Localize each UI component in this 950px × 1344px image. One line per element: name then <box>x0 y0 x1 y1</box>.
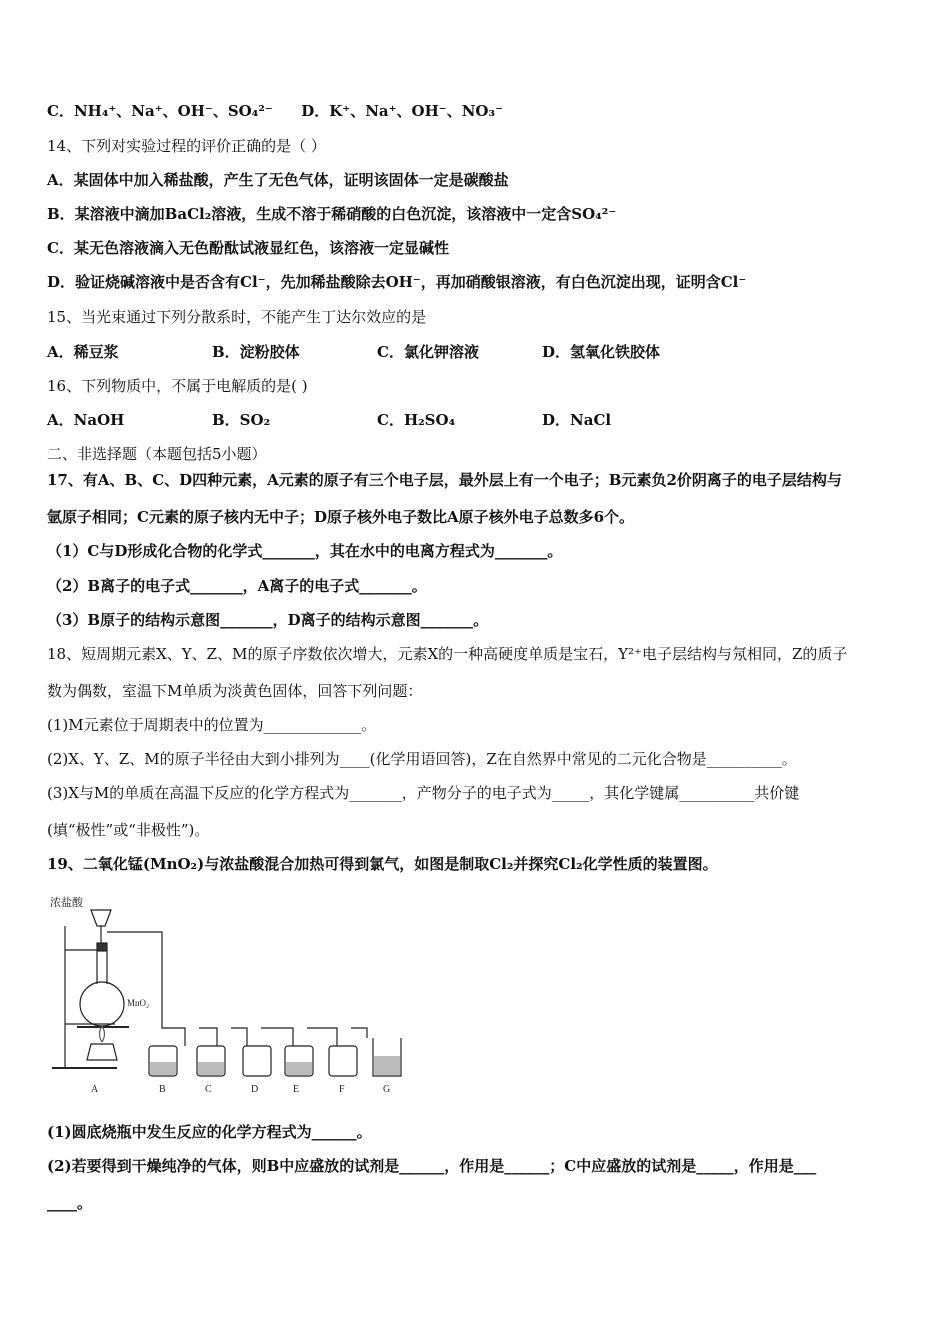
q18-line1: 18、短周期元素X、Y、Z、M的原子序数依次增大，元素X的一种高硬度单质是宝石，Y²⁺电子层结构与氖相同，Z的质子 <box>47 645 848 663</box>
label-d: D <box>251 1084 259 1095</box>
q19-part2-cont: ____。 <box>47 1194 93 1212</box>
q16-options <box>47 410 907 430</box>
q15-stem: 15、当光束通过下列分散系时，不能产生丁达尔效应的是 <box>47 308 427 326</box>
q17-line2: 氩原子相同；C元素的原子核内无中子；D原子核外电子数比A原子核外电子总数多6个。 <box>47 508 635 526</box>
q18-part2: (2)X、Y、Z、M的原子半径由大到小排列为____(化学用语回答)，Z在自然界中常见的二元化合物是__________。 <box>47 750 797 768</box>
q17-line1: 17、有A、B、C、D四种元素，A元素的原子有三个电子层，最外层上有一个电子；B元素负2价阴离子的电子层结构与 <box>47 471 842 489</box>
label-a: A <box>91 1084 99 1095</box>
q15-option-a: A．稀豆浆 <box>47 343 119 361</box>
q17-part3: （3）B原子的结构示意图_______，D离子的结构示意图_______。 <box>47 611 489 629</box>
q13-option-c: C．NH₄⁺、Na⁺、OH⁻、SO₄²⁻ <box>47 102 273 120</box>
q15-option-c: C．氯化钾溶液 <box>377 343 479 361</box>
q16-option-d: D．NaCl <box>542 411 612 429</box>
q16-option-b: B．SO₂ <box>212 411 271 429</box>
bottle-f <box>329 1046 357 1076</box>
label-f: F <box>339 1084 345 1095</box>
bottle-d <box>243 1046 271 1076</box>
q15-option-d: D．氢氧化铁胶体 <box>542 343 661 361</box>
q16-stem: 16、下列物质中，不属于电解质的是( ) <box>47 377 308 395</box>
tube-a <box>107 932 171 1028</box>
label-e: E <box>293 1084 300 1095</box>
q19-part2: (2)若要得到干燥纯净的气体，则B中应盛放的试剂是______，作用是______；C中应盛放的试剂是_____，作用是___ <box>47 1157 817 1175</box>
q15-option-b: B．淀粉胶体 <box>212 343 300 361</box>
funnel <box>91 910 111 926</box>
q19-part1: (1)圆底烧瓶中发生反应的化学方程式为______。 <box>47 1123 372 1141</box>
label-mno2: MnO₂ <box>127 998 150 1008</box>
label-c: C <box>205 1084 212 1095</box>
q14-option-c: C．某无色溶液滴入无色酚酞试液显红色，该溶液一定显碱性 <box>47 239 449 257</box>
q18-part1: (1)M元素位于周期表中的位置为_____________。 <box>47 716 377 734</box>
q14-stem: 14、下列对实验过程的评价正确的是（ ） <box>47 137 326 155</box>
label-b: B <box>159 1084 166 1095</box>
q17-part2: （2）B离子的电子式_______，A离子的电子式_______。 <box>47 577 427 595</box>
alcohol-lamp <box>87 1044 117 1060</box>
label-acid: 浓盐酸 <box>50 897 83 909</box>
q14-option-d: D．验证烧碱溶液中是否含有Cl⁻，先加稀盐酸除去OH⁻，再加硝酸银溶液，有白色沉淀出现，证明含Cl⁻ <box>47 273 747 291</box>
section-heading: 二、非选择题（本题包括5小题） <box>47 445 267 463</box>
q13-option-d: D．K⁺、Na⁺、OH⁻、NO₃⁻ <box>301 102 503 120</box>
q14-option-a: A．某固体中加入稀盐酸，产生了无色气体，证明该固体一定是碳酸盐 <box>47 171 509 189</box>
q17-part1: （1）C与D形成化合物的化学式_______，其在水中的电离方程式为_______。 <box>47 542 563 560</box>
stopper <box>97 943 107 951</box>
q18-part3-cont: (填“极性”或“非极性”)。 <box>47 821 210 839</box>
round-flask <box>80 982 124 1026</box>
q18-line2: 数为偶数，室温下M单质为淡黄色固体，回答下列问题： <box>47 682 423 700</box>
q16-option-c: C．H₂SO₄ <box>377 411 456 429</box>
q13-options <box>47 101 503 121</box>
label-g: G <box>383 1084 391 1095</box>
apparatus-figure <box>47 888 417 1098</box>
q19-stem: 19、二氧化锰(MnO₂)与浓盐酸混合加热可得到氯气，如图是制取Cl₂并探究Cl₂化学性质的装置图。 <box>47 855 718 873</box>
q15-options <box>47 342 907 362</box>
q16-option-a: A．NaOH <box>47 411 125 429</box>
q18-part3: (3)X与M的单质在高温下反应的化学方程式为_______，产物分子的电子式为_____，其化学键属__________共价键 <box>47 784 800 802</box>
q14-option-b: B．某溶液中滴加BaCl₂溶液，生成不溶于稀硝酸的白色沉淀，该溶液中一定含SO₄²⁻ <box>47 205 617 223</box>
